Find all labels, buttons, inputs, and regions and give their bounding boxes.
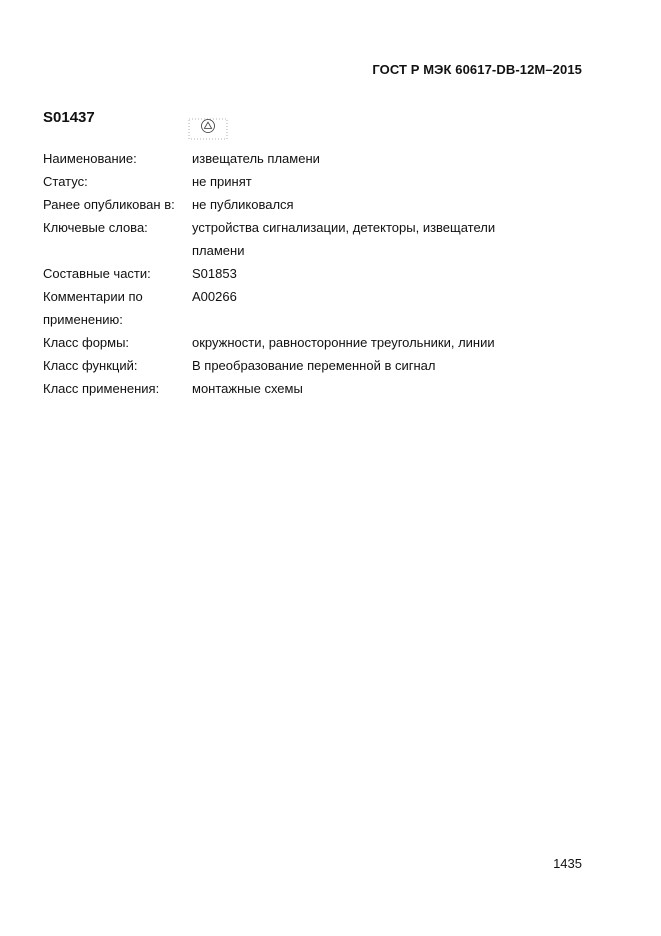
property-label: Наименование: xyxy=(43,151,137,166)
property-value: окружности, равносторонние треугольники, линии xyxy=(192,335,495,350)
property-label: Класс функций: xyxy=(43,358,138,373)
property-row-components xyxy=(43,262,533,285)
property-value: не принят xyxy=(192,174,252,189)
property-label: Класс применения: xyxy=(43,381,160,396)
flame-detector-symbol-icon xyxy=(188,118,228,140)
property-label: Ключевые слова: xyxy=(43,220,148,235)
property-value: не публиковался xyxy=(192,197,294,212)
document-header: ГОСТ Р МЭК 60617-DB-12M–2015 xyxy=(372,62,582,77)
property-value: устройства сигнализации, детекторы, извещатели пламени xyxy=(192,220,496,258)
property-row-function-class xyxy=(43,354,533,377)
property-value: В преобразование переменной в сигнал xyxy=(192,358,436,373)
property-row-status xyxy=(43,170,533,193)
property-label: Ранее опубликован в: xyxy=(43,197,175,212)
symbol-code: S01437 xyxy=(43,109,95,126)
property-label: Комментарии по применению: xyxy=(43,289,143,327)
property-row-application-class xyxy=(43,377,533,400)
property-value: извещатель пламени xyxy=(192,151,320,166)
page-number: 1435 xyxy=(553,856,582,871)
property-value: A00266 xyxy=(192,289,237,304)
properties-table xyxy=(43,147,533,400)
property-label: Класс формы: xyxy=(43,335,130,350)
property-label: Статус: xyxy=(43,174,88,189)
property-row-comments xyxy=(43,285,533,331)
property-row-shape-class xyxy=(43,331,533,354)
property-row-published xyxy=(43,193,533,216)
property-row-name xyxy=(43,147,533,170)
property-row-keywords xyxy=(43,216,533,262)
property-value: S01853 xyxy=(192,266,237,281)
property-label: Составные части: xyxy=(43,266,151,281)
property-value: монтажные схемы xyxy=(192,381,303,396)
